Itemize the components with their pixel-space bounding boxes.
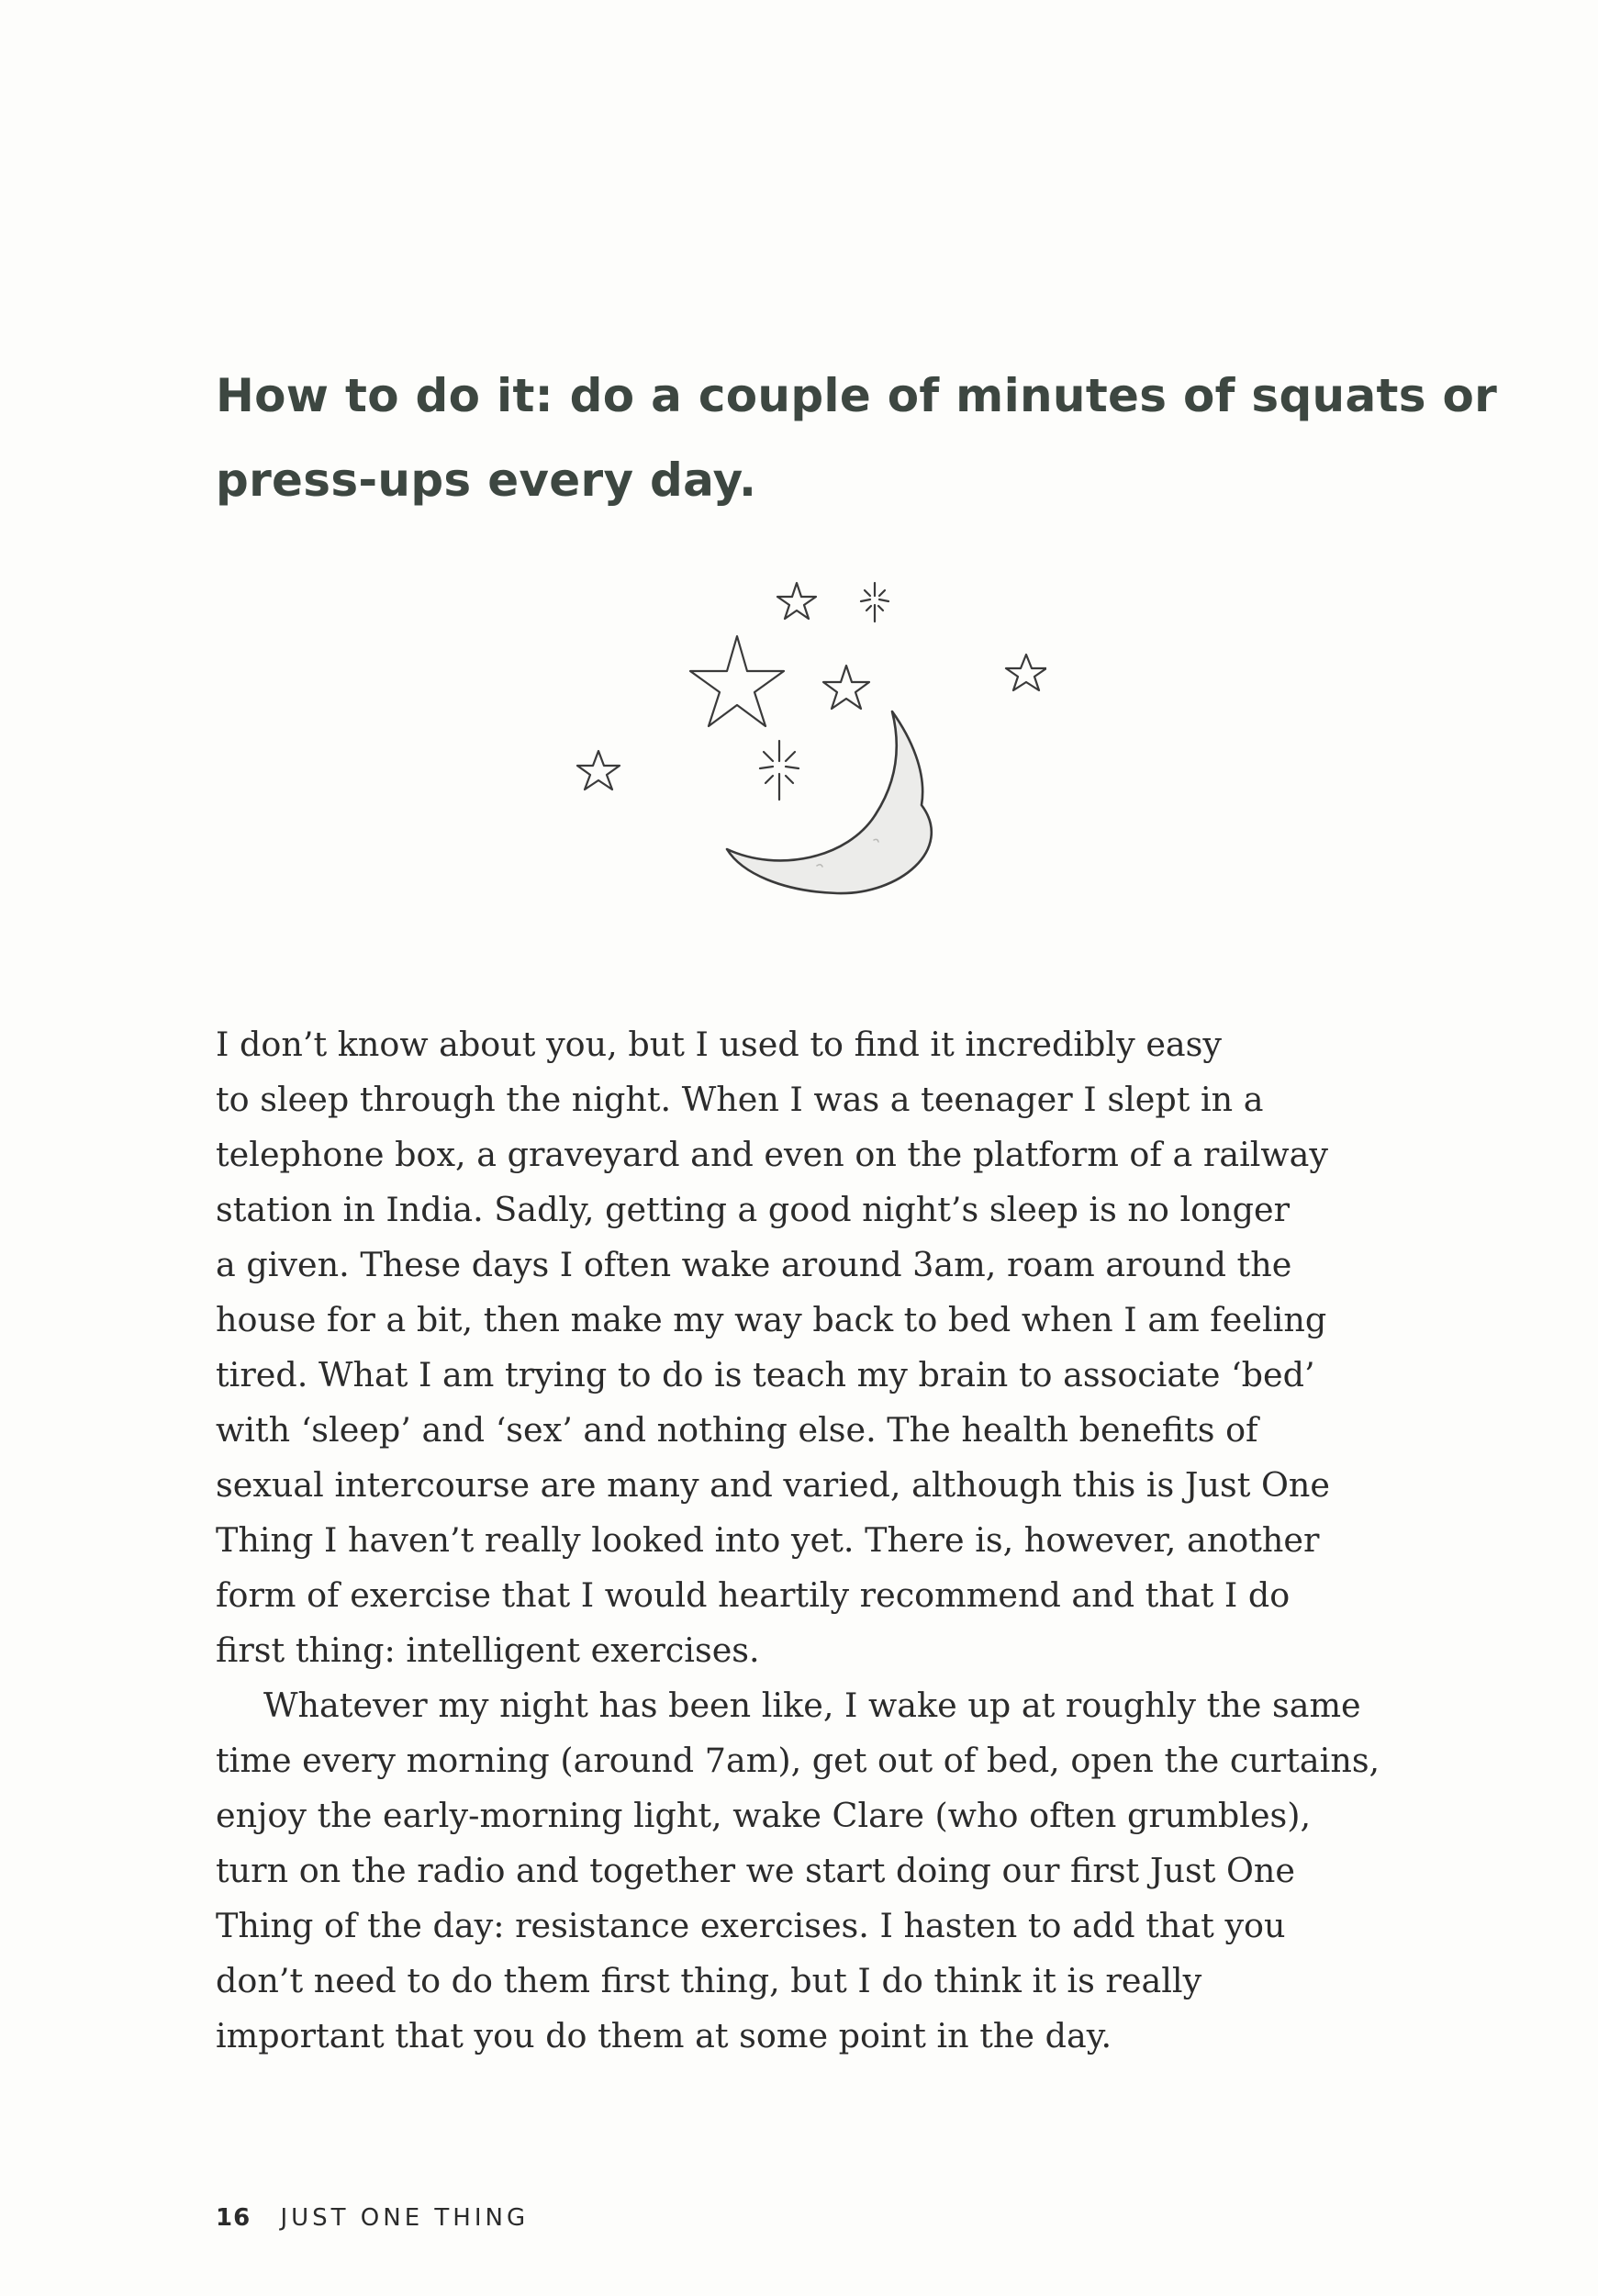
star-icon bbox=[1006, 655, 1046, 690]
section-heading bbox=[216, 353, 1498, 522]
running-title: JUST ONE THING bbox=[280, 2204, 530, 2232]
page-footer bbox=[216, 2200, 529, 2236]
text-line: Whatever my night has been like, I wake up at roughly the same bbox=[263, 1686, 1361, 1725]
text-line: enjoy the early-morning light, wake Clare (who often grumbles), bbox=[216, 1796, 1312, 1835]
text-line: Thing I haven’t really looked into yet. There is, however, another bbox=[216, 1520, 1320, 1560]
text-line: tired. What I am trying to do is teach my brain to associate ‘bed’ bbox=[216, 1355, 1315, 1394]
text-line: sexual intercourse are many and varied, although this is Just One bbox=[216, 1465, 1331, 1505]
text-line: with ‘sleep’ and ‘sex’ and nothing else. The health benefits of bbox=[216, 1410, 1258, 1450]
text-line: don’t need to do them first thing, but I do think it is really bbox=[216, 1961, 1202, 2000]
text-line: to sleep through the night. When I was a teenager I slept in a bbox=[216, 1080, 1264, 1119]
star-icon bbox=[777, 583, 816, 619]
text-line: first thing: intelligent exercises. bbox=[216, 1630, 760, 1670]
heading-line-2: press-ups every day. bbox=[216, 454, 757, 507]
paragraph bbox=[216, 1678, 1436, 2064]
text-line: important that you do them at some point in the day. bbox=[216, 2016, 1112, 2055]
star-icon bbox=[577, 751, 620, 790]
text-line: station in India. Sadly, getting a good night’s sleep is no longer bbox=[216, 1190, 1291, 1229]
text-line: I don’t know about you, but I used to find it incredibly easy bbox=[216, 1025, 1223, 1064]
text-line: turn on the radio and together we start doing our first Just One bbox=[216, 1851, 1296, 1890]
text-line: time every morning (around 7am), get out of bed, open the curtains, bbox=[216, 1741, 1380, 1780]
sparkle-icon bbox=[760, 741, 799, 800]
paragraph bbox=[216, 1017, 1436, 1678]
moon-and-stars-illustration bbox=[569, 565, 1046, 923]
heading-line-1: How to do it: do a couple of minutes of squats or bbox=[216, 369, 1498, 422]
text-line: Thing of the day: resistance exercises. I hasten to add that you bbox=[216, 1906, 1286, 1945]
page-number: 16 bbox=[216, 2204, 251, 2232]
crescent-moon-icon bbox=[727, 711, 932, 893]
star-icon bbox=[690, 636, 784, 726]
text-line: house for a bit, then make my way back to bed when I am feeling bbox=[216, 1300, 1327, 1339]
text-line: a given. These days I often wake around 3am, roam around the bbox=[216, 1245, 1292, 1284]
text-line: telephone box, a graveyard and even on the platform of a railway bbox=[216, 1135, 1329, 1174]
star-icon bbox=[823, 666, 869, 709]
text-line: form of exercise that I would heartily recommend and that I do bbox=[216, 1575, 1291, 1615]
body-text bbox=[216, 1017, 1436, 2064]
sparkle-icon bbox=[861, 583, 888, 622]
